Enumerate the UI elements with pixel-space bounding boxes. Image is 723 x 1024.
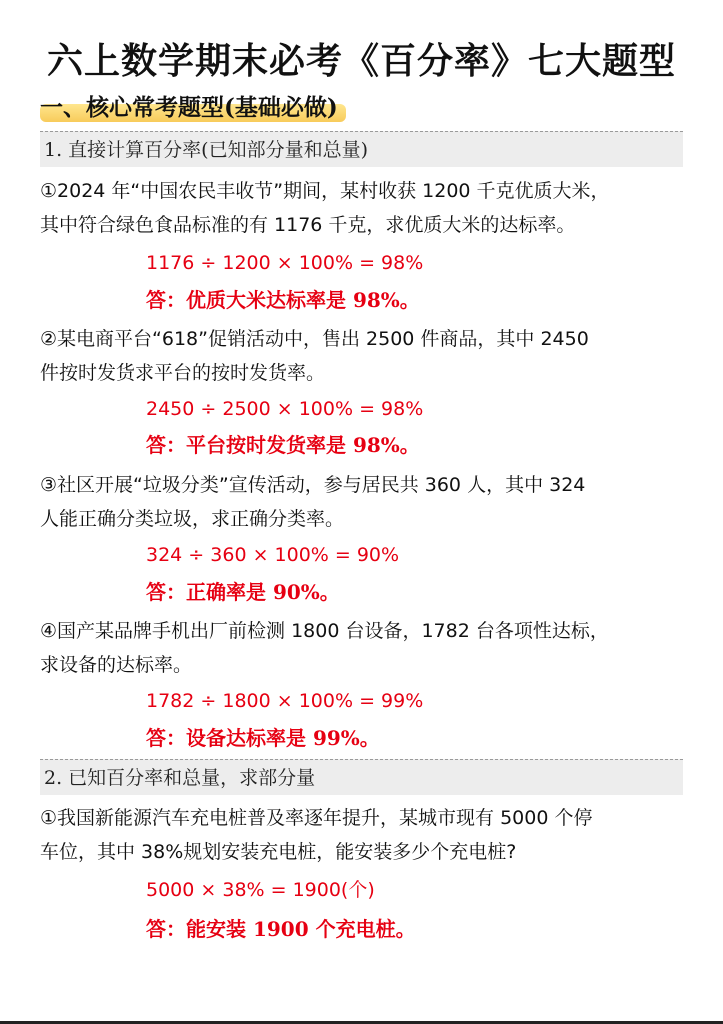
problem-2-line-1: ②某电商平台“618”促销活动中，售出 2500 件商品，其中 2450 bbox=[40, 328, 589, 350]
subsection-title-1: 1. 直接计算百分率(已知部分量和总量) bbox=[40, 131, 683, 167]
problem-4-line-2: 求设备的达标率。 bbox=[40, 654, 193, 676]
problem-3-line-1: ③社区开展“垃圾分类”宣传活动，参与居民共 360 人，其中 324 bbox=[40, 474, 586, 496]
problem-5-calculation: 5000 × 38% = 1900(个) bbox=[146, 879, 375, 901]
problem-5-answer: 答：能安装 1900 个充电桩。 bbox=[146, 917, 416, 941]
problem-2-calculation: 2450 ÷ 2500 × 100% = 98% bbox=[146, 398, 424, 420]
problem-2-line-2: 件按时发货求平台的按时发货率。 bbox=[40, 362, 326, 384]
subsection-title-2: 2. 已知百分率和总量，求部分量 bbox=[40, 759, 683, 795]
problem-3-answer: 答：正确率是 90%。 bbox=[146, 580, 340, 604]
problem-2 bbox=[40, 322, 686, 390]
problem-2-answer: 答：平台按时发货率是 98%。 bbox=[146, 433, 420, 457]
problem-4-line-1: ④国产某品牌手机出厂前检测 1800 台设备，1782 台各项性达标， bbox=[40, 620, 609, 642]
problem-3-calculation: 324 ÷ 360 × 100% = 90% bbox=[146, 544, 400, 566]
problem-1-line-1: ①2024 年“中国农民丰收节”期间，某村收获 1200 千克优质大米， bbox=[40, 180, 610, 202]
problem-1-answer: 答：优质大米达标率是 98%。 bbox=[146, 288, 420, 312]
problem-4-answer: 答：设备达标率是 99%。 bbox=[146, 726, 380, 750]
problem-5-line-1: ①我国新能源汽车充电桩普及率逐年提升，某城市现有 5000 个停 bbox=[40, 807, 593, 829]
problem-3 bbox=[40, 468, 686, 536]
problem-3-line-2: 人能正确分类垃圾，求正确分类率。 bbox=[40, 508, 345, 530]
section-title-text: 一、核心常考题型(基础必做) bbox=[40, 94, 338, 121]
problem-5 bbox=[40, 801, 686, 869]
problem-1 bbox=[40, 174, 686, 242]
problem-1-line-2: 其中符合绿色食品标准的有 1176 千克，求优质大米的达标率。 bbox=[40, 214, 576, 236]
section-title bbox=[40, 90, 338, 126]
problem-5-line-2: 车位，其中 38%规划安装充电桩，能安装多少个充电桩? bbox=[40, 841, 517, 863]
page-title: 六上数学期末必考《百分率》七大题型 bbox=[46, 41, 676, 82]
problem-4-calculation: 1782 ÷ 1800 × 100% = 99% bbox=[146, 690, 424, 712]
problem-4 bbox=[40, 614, 686, 682]
problem-1-calculation: 1176 ÷ 1200 × 100% = 98% bbox=[146, 252, 424, 274]
